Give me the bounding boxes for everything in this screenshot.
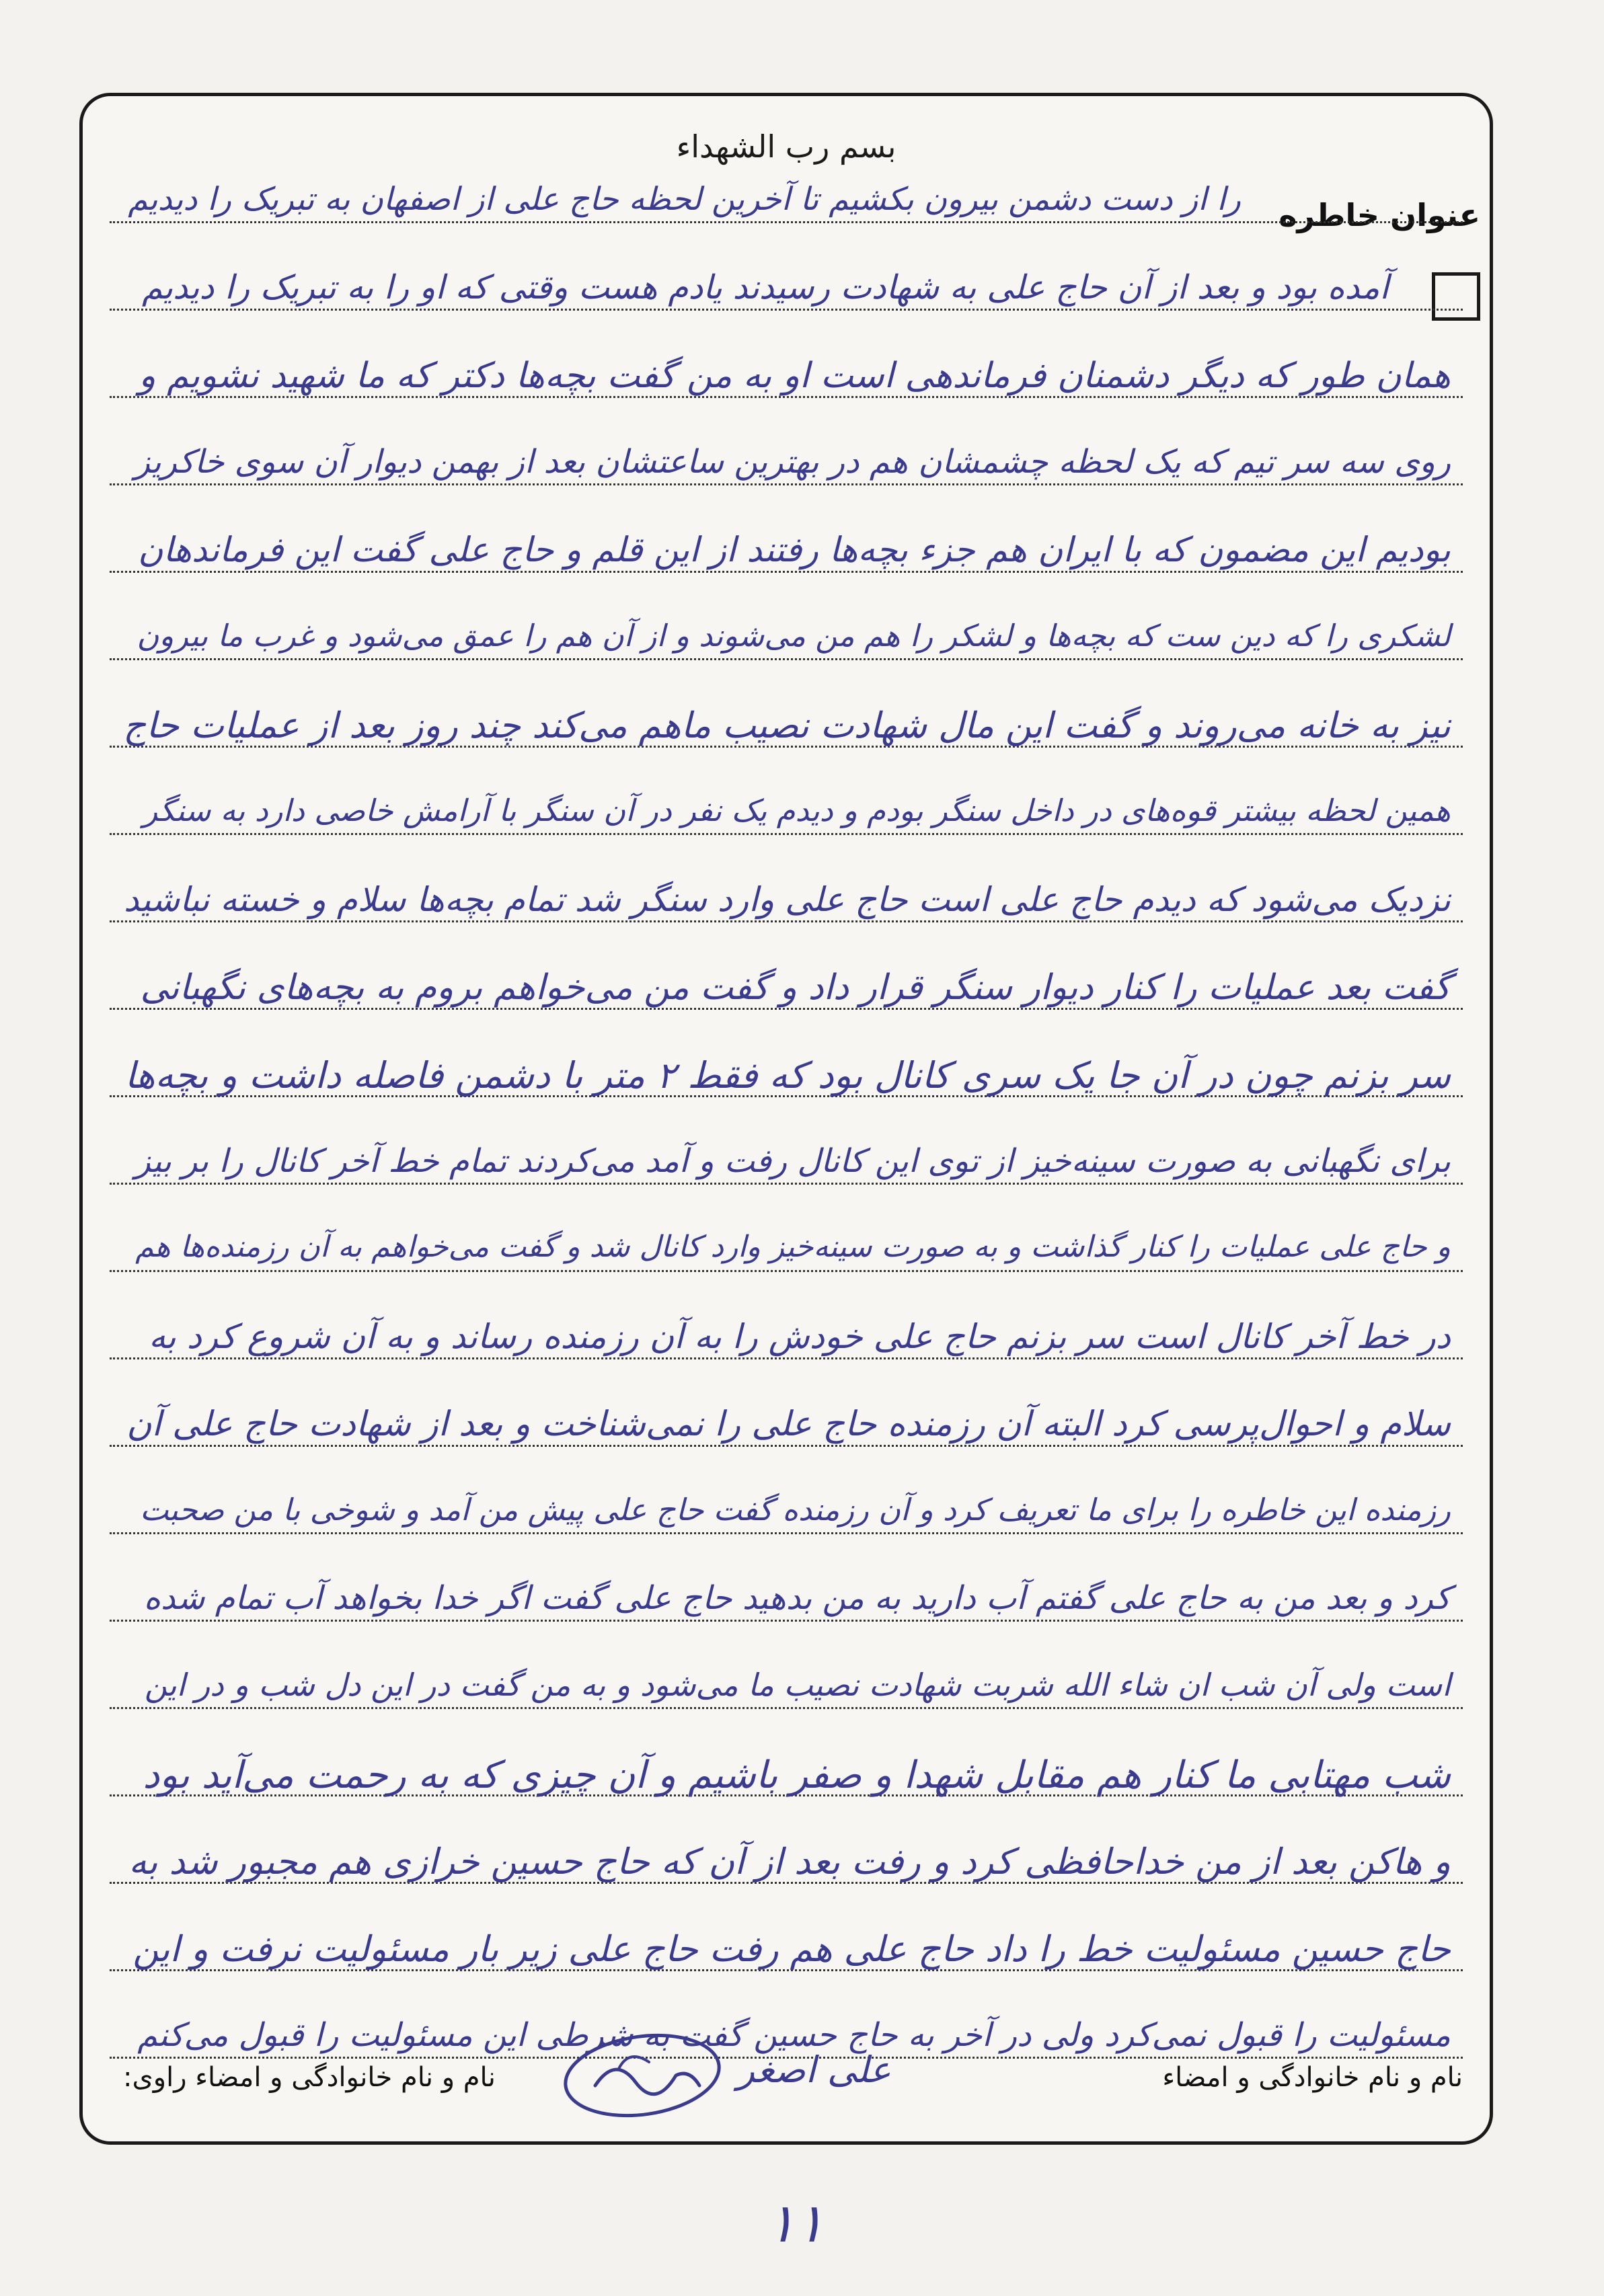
form-footer: [110, 2042, 1463, 2116]
memoir-line: سر بزنم چون در آن جا یک سری کانال بود که فقط ۲ متر با دشمن فاصله داشت و بچه‌ها: [124, 1054, 1451, 1097]
memoir-line: نزدیک می‌شود که دیدم حاج علی است حاج علی وارد سنگر شد تمام بچه‌ها سلام و خسته نباشید: [124, 880, 1451, 919]
memoir-form-frame: [79, 93, 1493, 2145]
memoir-line: شب مهتابی ما کنار هم مقابل شهدا و صفر باشیم و آن چیزی که به رحمت می‌آید بود: [143, 1753, 1451, 1797]
ruled-line: [110, 221, 1463, 223]
memoir-subject-label: عنوان خاطره: [1278, 197, 1480, 233]
memoir-line: کرد و بعد من به حاج علی گفتم آب دارید به من بدهید حاج علی گفت اگر خدا بخواهد آب تمام شده: [143, 1579, 1451, 1617]
memoir-line: سلام و احوال‌پرسی کرد البته آن رزمنده حاج علی را نمی‌شناخت و بعد از شهادت حاج علی آن: [126, 1404, 1451, 1444]
ruled-line: [110, 1008, 1463, 1010]
ruled-line: [110, 1183, 1463, 1185]
ruled-line: [110, 1620, 1463, 1622]
ruled-line: [110, 396, 1463, 398]
ruled-line: [110, 571, 1463, 573]
memoir-line: است ولی آن شب ان شاء الله شربت شهادت نصیب ما می‌شود و به من گفت در این دل شب و در این: [144, 1667, 1451, 1703]
ruled-line: [110, 833, 1463, 835]
ruled-line: [110, 1357, 1463, 1359]
memoir-line: روی سه سر تیم که یک لحظه چشمشان هم در بهترین ساعتشان بعد از بهمن دیوار آن سوی خاکریز: [134, 443, 1451, 481]
ruled-line: [110, 1445, 1463, 1447]
handwritten-signature-icon: [555, 2022, 730, 2129]
page-number: ۱۱: [767, 2192, 825, 2254]
memoir-line: بودیم این مضمون که با ایران هم جزء بچه‌ها رفتند از این قلم و حاج علی گفت این فرماندهان: [138, 530, 1451, 570]
signature-name: علی اصغر: [737, 2049, 891, 2091]
memoir-line: نیز به خانه می‌روند و گفت این مال شهادت نصیب ماهم می‌کند چند روز بعد از عملیات حاج: [123, 705, 1451, 746]
ruled-line: [110, 309, 1463, 311]
memoir-line: گفت بعد عملیات را کنار دیوار سنگر قرار داد و گفت من می‌خواهم بروم به بچه‌های نگهبانی: [140, 967, 1451, 1008]
memoir-line: حاج حسین مسئولیت خط را داد حاج علی هم رفت حاج علی زیر بار مسئولیت نرفت و این: [132, 1929, 1451, 1970]
memoir-line: و هاکن بعد از من خداحافظی کرد و رفت بعد از آن که حاج حسین خرازی هم مجبور شد به: [128, 1842, 1451, 1883]
ruled-line: [110, 483, 1463, 485]
memoir-line: رزمنده این خاطره را برای ما تعریف کرد و آن رزمنده گفت حاج علی پیش من آمد و شوخی با من صحبت: [140, 1492, 1451, 1528]
memoir-line: همین لحظه بیشتر قوه‌های در داخل سنگر بودم و دیدم یک نفر در آن سنگر با آرامش خاصی دارد به سنگر: [143, 793, 1451, 828]
memoir-line: در خط آخر کانال است سر بزنم حاج علی خودش را به آن رزمنده رساند و به آن شروع کرد به: [149, 1317, 1451, 1356]
memoir-line: لشکری را که دین ست که بچه‌ها و لشکر را هم من می‌شوند و از آن هم را عمق می‌شود و غرب ما بیرون: [137, 618, 1451, 654]
ruled-line: [110, 920, 1463, 922]
memoir-line: همان طور که دیگر دشمنان فرماندهی است او به من گفت بچه‌ها دکتر که ما شهید نشویم و: [139, 356, 1451, 396]
signature-label: نام و نام خانوادگی و امضاء: [1162, 2062, 1463, 2093]
memoir-line: را از دست دشمن بیرون بکشیم تا آخرین لحظه حاج علی از اصفهان به تبریک را دیدیم: [128, 181, 1241, 218]
ruled-line: [110, 1707, 1463, 1709]
form-header-title: بسم رب الشهداء: [676, 128, 896, 165]
ruled-line: [110, 1532, 1463, 1534]
memoir-line: آمده بود و بعد از آن حاج علی به شهادت رسیدند یادم هست وقتی که او را به تبریک را دیدیم: [141, 268, 1389, 307]
ruled-line: [110, 658, 1463, 660]
ruled-writing-area: [110, 96, 1463, 2141]
memoir-line: برای نگهبانی به صورت سینه‌خیز از توی این کانال رفت و آمد می‌کردند تمام خط آخر کانال را بر بیز: [135, 1142, 1451, 1180]
narrator-signature-label: نام و نام خانوادگی و امضاء راوی:: [123, 2062, 496, 2093]
memoir-line: و حاج علی عملیات را کنار گذاشت و به صورت سینه‌خیز وارد کانال شد و گفت می‌خواهم به آن رزمنده‌ها هم: [135, 1230, 1451, 1264]
memoir-line: مسئولیت را قبول نمی‌کرد ولی در آخر به حاج حسین گفت به شرطی این مسئولیت را قبول می‌کنم: [137, 2016, 1451, 2054]
ruled-line: [110, 1270, 1463, 1272]
